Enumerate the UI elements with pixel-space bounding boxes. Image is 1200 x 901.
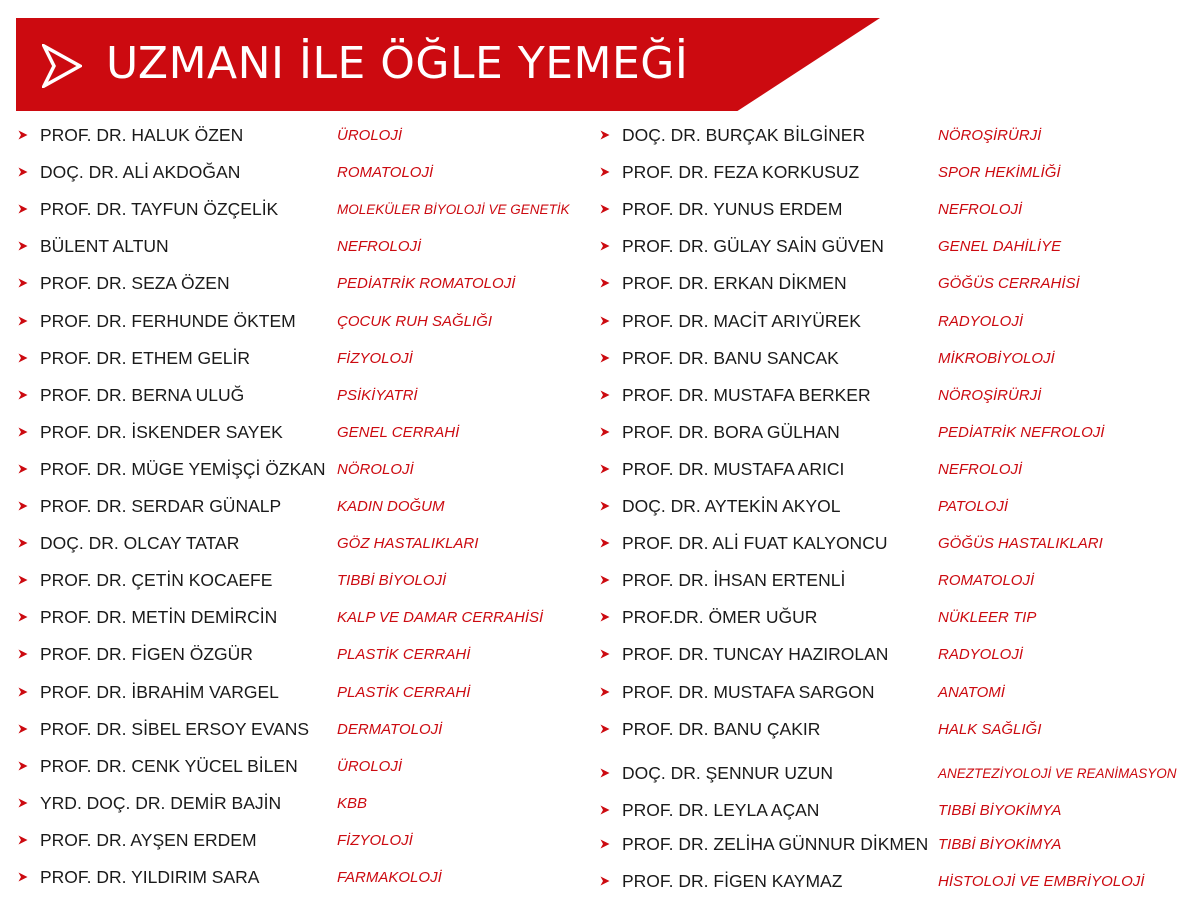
list-item (14, 380, 594, 410)
doctor-name: PROF.DR. ÖMER UĞUR (622, 607, 818, 627)
specialty-label: PLASTİK CERRAHİ (337, 646, 471, 663)
doctor-name: YRD. DOÇ. DR. DEMİR BAJİN (40, 793, 282, 813)
page-title: UZMANI İLE ÖĞLE YEMEĞİ (106, 38, 689, 89)
specialty-label: NEFROLOJİ (938, 201, 1023, 218)
list-item (14, 194, 594, 224)
specialty-label: TIBBİ BİYOKİMYA (938, 836, 1062, 853)
doctor-name: PROF. DR. ZELİHA GÜNNUR DİKMEN (622, 834, 929, 854)
arrowhead-bullet-icon (600, 876, 610, 886)
specialty-label: FARMAKOLOJİ (337, 869, 442, 886)
list-item (14, 788, 594, 818)
specialty-label: GENEL CERRAHİ (337, 424, 460, 441)
list-item (14, 231, 594, 261)
list-item (596, 491, 1196, 521)
doctor-name: DOÇ. DR. BURÇAK BİLGİNER (622, 125, 866, 145)
arrowhead-bullet-icon (600, 805, 610, 815)
specialty-label: GENEL DAHİLİYE (938, 238, 1062, 255)
arrowhead-bullet-icon (18, 724, 28, 734)
list-item (14, 343, 594, 373)
arrowhead-bullet-icon (18, 575, 28, 585)
specialty-label: GÖĞÜS CERRAHİSİ (938, 275, 1080, 292)
arrowhead-bullet-icon (18, 167, 28, 177)
doctor-name: PROF. DR. ERKAN DİKMEN (622, 273, 847, 293)
list-item (14, 454, 594, 484)
doctor-name: PROF. DR. YUNUS ERDEM (622, 199, 843, 219)
list-item (596, 565, 1196, 595)
arrowhead-bullet-icon (600, 612, 610, 622)
arrowhead-bullet-icon (600, 839, 610, 849)
doctor-name: PROF. DR. METİN DEMİRCİN (40, 607, 278, 627)
list-item (596, 714, 1196, 744)
doctor-name: PROF. DR. BANU ÇAKIR (622, 719, 821, 739)
list-item (596, 829, 1196, 859)
specialty-label: ROMATOLOJİ (337, 164, 434, 181)
doctor-name: PROF. DR. GÜLAY SAİN GÜVEN (622, 236, 884, 256)
specialty-label: GÖĞÜS HASTALIKLARI (938, 535, 1103, 552)
specialty-label: KBB (337, 795, 368, 812)
doctor-name: PROF. DR. MACİT ARIYÜREK (622, 311, 861, 331)
list-item (596, 231, 1196, 261)
arrowhead-bullet-icon (600, 427, 610, 437)
arrowhead-bullet-icon (600, 353, 610, 363)
specialty-label: TIBBİ BİYOKİMYA (938, 802, 1062, 819)
specialty-label: MOLEKÜLER BİYOLOJİ VE GENETİK (337, 202, 570, 217)
arrowhead-bullet-icon (600, 575, 610, 585)
doctor-name: PROF. DR. ÇETİN KOCAEFE (40, 570, 273, 590)
specialty-label: ANATOMİ (938, 684, 1005, 701)
arrowhead-bullet-icon (18, 798, 28, 808)
list-item (14, 751, 594, 781)
arrowhead-bullet-icon (18, 872, 28, 882)
specialty-label: PSİKİYATRİ (337, 387, 418, 404)
doctor-name: PROF. DR. BANU SANCAK (622, 348, 839, 368)
specialty-label: PATOLOJİ (938, 498, 1009, 515)
arrowhead-bullet-icon (18, 353, 28, 363)
specialty-label: RADYOLOJİ (938, 646, 1024, 663)
doctor-name: BÜLENT ALTUN (40, 236, 169, 256)
doctor-name: DOÇ. DR. ALİ AKDOĞAN (40, 162, 241, 182)
doctor-name: PROF. DR. LEYLA AÇAN (622, 800, 820, 820)
specialty-label: KALP VE DAMAR CERRAHİSİ (337, 609, 544, 626)
specialty-label: RADYOLOJİ (938, 313, 1024, 330)
arrowhead-bullet-icon (18, 687, 28, 697)
arrowhead-bullet-icon (18, 427, 28, 437)
specialty-label: NEFROLOJİ (337, 238, 422, 255)
list-item (14, 157, 594, 187)
list-item (14, 528, 594, 558)
specialty-label: GÖZ HASTALIKLARI (337, 535, 479, 552)
arrowhead-bullet-icon (18, 278, 28, 288)
doctor-name: PROF. DR. HALUK ÖZEN (40, 125, 244, 145)
list-item (596, 758, 1196, 788)
doctor-name: PROF. DR. CENK YÜCEL BİLEN (40, 756, 298, 776)
arrowhead-bullet-icon (18, 538, 28, 548)
doctor-name: PROF. DR. İBRAHİM VARGEL (40, 682, 279, 702)
arrowhead-bullet-icon (600, 204, 610, 214)
list-item (596, 602, 1196, 632)
doctor-name: DOÇ. DR. ŞENNUR UZUN (622, 763, 833, 783)
doctor-name: PROF. DR. FİGEN ÖZGÜR (40, 644, 253, 664)
arrowhead-bullet-icon (18, 835, 28, 845)
arrowhead-bullet-icon (600, 167, 610, 177)
arrowhead-right-icon (42, 44, 82, 88)
doctor-name: PROF. DR. TUNCAY HAZIROLAN (622, 644, 889, 664)
specialty-label: HİSTOLOJİ VE EMBRİYOLOJİ (938, 873, 1145, 890)
specialty-label: ÜROLOJİ (337, 127, 403, 144)
doctor-name: DOÇ. DR. OLCAY TATAR (40, 533, 240, 553)
list-item (596, 454, 1196, 484)
arrowhead-bullet-icon (18, 390, 28, 400)
list-item (596, 343, 1196, 373)
arrowhead-bullet-icon (600, 390, 610, 400)
list-item (596, 528, 1196, 558)
doctor-name: PROF. DR. MUSTAFA ARICI (622, 459, 845, 479)
arrowhead-bullet-icon (600, 687, 610, 697)
list-item (596, 795, 1196, 825)
specialty-label: NÜKLEER TIP (938, 609, 1037, 626)
arrowhead-bullet-icon (600, 724, 610, 734)
list-item (596, 639, 1196, 669)
list-item (596, 268, 1196, 298)
specialty-label: FİZYOLOJİ (337, 832, 413, 849)
list-item (596, 380, 1196, 410)
arrowhead-bullet-icon (600, 316, 610, 326)
arrowhead-bullet-icon (18, 204, 28, 214)
doctor-name: PROF. DR. AYŞEN ERDEM (40, 830, 257, 850)
specialty-label: FİZYOLOJİ (337, 350, 413, 367)
list-item (14, 120, 594, 150)
specialty-label: HALK SAĞLIĞI (938, 721, 1042, 738)
list-item (14, 862, 594, 892)
specialty-label: DERMATOLOJİ (337, 721, 443, 738)
doctor-name: PROF. DR. FİGEN KAYMAZ (622, 871, 843, 891)
doctor-name: PROF. DR. ALİ FUAT KALYONCU (622, 533, 888, 553)
list-item (596, 417, 1196, 447)
arrowhead-bullet-icon (18, 612, 28, 622)
doctor-name: PROF. DR. MUSTAFA SARGON (622, 682, 875, 702)
specialty-label: TIBBİ BİYOLOJİ (337, 572, 447, 589)
specialty-label: NÖROŞİRÜRJİ (938, 387, 1042, 404)
arrowhead-bullet-icon (600, 538, 610, 548)
doctor-name: PROF. DR. ETHEM GELİR (40, 348, 251, 368)
specialty-label: PEDİATRİK NEFROLOJİ (938, 424, 1105, 441)
arrowhead-bullet-icon (600, 768, 610, 778)
arrowhead-bullet-icon (600, 278, 610, 288)
list-item (14, 602, 594, 632)
specialty-label: NÖROLOJİ (337, 461, 414, 478)
list-item (14, 677, 594, 707)
doctor-name: PROF. DR. YILDIRIM SARA (40, 867, 260, 887)
arrowhead-bullet-icon (18, 501, 28, 511)
list-item (14, 714, 594, 744)
arrowhead-bullet-icon (600, 501, 610, 511)
doctor-name: PROF. DR. İHSAN ERTENLİ (622, 570, 846, 590)
arrowhead-bullet-icon (600, 130, 610, 140)
list-item (14, 825, 594, 855)
arrowhead-bullet-icon (18, 464, 28, 474)
arrowhead-bullet-icon (600, 241, 610, 251)
list-item (14, 306, 594, 336)
arrowhead-bullet-icon (600, 464, 610, 474)
doctor-name: PROF. DR. BERNA ULUĞ (40, 385, 245, 405)
specialty-label: ÜROLOJİ (337, 758, 403, 775)
specialty-label: KADIN DOĞUM (337, 498, 445, 515)
doctor-name: PROF. DR. İSKENDER SAYEK (40, 422, 283, 442)
list-item (596, 194, 1196, 224)
specialty-label: PLASTİK CERRAHİ (337, 684, 471, 701)
arrowhead-bullet-icon (18, 241, 28, 251)
list-item (14, 491, 594, 521)
list-item (596, 306, 1196, 336)
specialty-label: ANEZTEZİYOLOJİ VE REANİMASYON (938, 766, 1177, 781)
list-item (14, 565, 594, 595)
doctor-name: PROF. DR. MÜGE YEMİŞÇİ ÖZKAN (40, 459, 326, 479)
doctor-name: PROF. DR. TAYFUN ÖZÇELİK (40, 199, 279, 219)
doctor-name: DOÇ. DR. AYTEKİN AKYOL (622, 496, 841, 516)
specialty-label: ROMATOLOJİ (938, 572, 1035, 589)
arrowhead-bullet-icon (18, 316, 28, 326)
specialty-label: NÖROŞİRÜRJİ (938, 127, 1042, 144)
specialty-label: MİKROBİYOLOJİ (938, 350, 1055, 367)
doctor-name: PROF. DR. FERHUNDE ÖKTEM (40, 311, 296, 331)
list-item (596, 866, 1196, 896)
list-item (596, 677, 1196, 707)
arrowhead-bullet-icon (18, 649, 28, 659)
doctor-name: PROF. DR. MUSTAFA BERKER (622, 385, 871, 405)
doctor-name: PROF. DR. FEZA KORKUSUZ (622, 162, 860, 182)
doctor-name: PROF. DR. SİBEL ERSOY EVANS (40, 719, 310, 739)
list-item (596, 120, 1196, 150)
list-item (14, 417, 594, 447)
specialty-label: NEFROLOJİ (938, 461, 1023, 478)
list-item (596, 157, 1196, 187)
arrowhead-bullet-icon (18, 761, 28, 771)
specialty-label: SPOR HEKİMLİĞİ (938, 164, 1061, 181)
arrowhead-bullet-icon (600, 649, 610, 659)
doctor-name: PROF. DR. SEZA ÖZEN (40, 273, 230, 293)
specialty-label: ÇOCUK RUH SAĞLIĞI (337, 313, 493, 330)
specialty-label: PEDİATRİK ROMATOLOJİ (337, 275, 516, 292)
list-item (14, 268, 594, 298)
arrowhead-bullet-icon (18, 130, 28, 140)
list-item (14, 639, 594, 669)
doctor-name: PROF. DR. BORA GÜLHAN (622, 422, 840, 442)
doctor-name: PROF. DR. SERDAR GÜNALP (40, 496, 282, 516)
